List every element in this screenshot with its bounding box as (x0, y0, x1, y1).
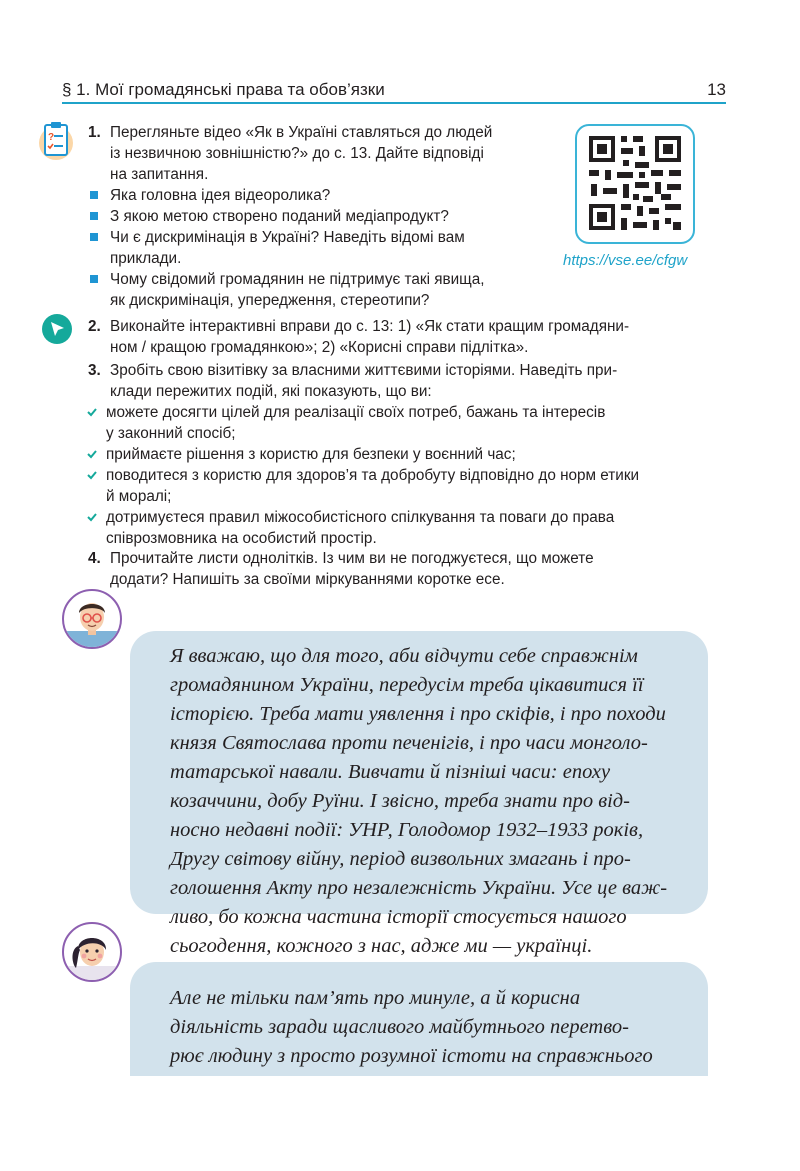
svg-text:?: ? (48, 132, 55, 143)
task-number: 3. (88, 362, 101, 379)
list-item: З якою метою створено поданий медіапродукт? (88, 206, 558, 227)
check-mark-icon (86, 448, 98, 460)
letter-line: ливо, бо кожна частина історії стосується нашого (170, 906, 627, 928)
qr-code-icon (577, 126, 693, 242)
page-number: 13 (707, 80, 726, 99)
square-bullet (90, 233, 98, 241)
task-1-questions (88, 185, 558, 311)
task-line: на запитання. (110, 166, 209, 183)
list-item: Чому свідомий громадянин не підтримує такі явища, як дискримінація, упередження, стереотипи? (88, 269, 558, 311)
boy-with-glasses-avatar (62, 589, 122, 649)
letter-line: носно недавні події: УНР, Голодомор 1932–1933 років, (170, 819, 644, 841)
letter-line: сьогодення, кожного з нас, адже ми — українці. (170, 935, 593, 957)
task-number: 2. (88, 318, 101, 335)
interactive-cursor-icon (42, 314, 72, 349)
list-item: приймаєте рішення з користю для безпеки у воєнний час; (86, 444, 710, 465)
check-mark-icon (86, 511, 98, 523)
list-item: Чи є дискримінація в Україні? Наведіть відомі вам приклади. (88, 227, 558, 269)
letter-line: Другу світову війну, період визвольних змагань і про- (170, 848, 631, 870)
task-3-checklist (86, 402, 710, 549)
task-number: 1. (88, 124, 101, 141)
task-line: Перегляньте відео «Як в Україні ставляться до людей (110, 124, 493, 141)
task-line: із незвичною зовнішністю?» до с. 13. Дайте відповіді (110, 145, 484, 162)
letter-line: князя Святослава проти печенігів, і про часи монголо- (170, 732, 648, 754)
checklist-question-icon (39, 121, 73, 166)
list-item: можете досягти цілей для реалізації своїх потреб, бажань та інтересів у законний спосіб; (86, 402, 710, 444)
check-mark-icon (86, 406, 98, 418)
qr-link[interactable]: https://vse.ee/cfgw (563, 252, 688, 269)
letter-line: рює людину з просто розумної істоти на справжнього (170, 1045, 653, 1067)
letter-line: Я вважаю, що для того, аби відчути себе справжнім (170, 645, 638, 667)
letter-line: голошення Акту про незалежність України. Усе це важ- (170, 877, 668, 899)
square-bullet (90, 212, 98, 220)
letter-line: козаччини, добу Руїни. І звісно, треба знати про від- (170, 790, 630, 812)
letter-bubble-1 (130, 631, 708, 957)
letter-line: громадянином України, передусім треба цікавитися її (170, 674, 644, 696)
task-line: Зробіть свою візитівку за власними життєвими історіями. Наведіть при- (110, 362, 618, 379)
task-line: додати? Напишіть за своїми міркуваннями коротке есе. (110, 571, 505, 588)
letter-line: історією. Треба мати уявлення і про скіфів, і про походи (170, 703, 666, 725)
task-4 (88, 548, 712, 590)
list-item: Яка головна ідея відеоролика? (88, 185, 558, 206)
task-3 (88, 360, 712, 402)
list-item: дотримуєтеся правил міжособистісного спілкування та поваги до права співрозмовника на особистий простір. (86, 507, 710, 549)
section-title: § 1. Мої громадянські права та обов’язки (62, 80, 385, 99)
task-2 (88, 316, 712, 358)
task-line: ном / кращою громадянкою»; 2) «Корисні справи підлітка». (110, 339, 529, 356)
letter-line: татарської навали. Вивчати й пізніші часи: епоху (170, 761, 611, 783)
task-line: Прочитайте листи однолітків. Із чим ви не погоджуєтеся, що можете (110, 550, 594, 567)
list-item: поводитеся з користю для здоров’я та добробуту відповідно до норм етики й моралі; (86, 465, 710, 507)
check-mark-icon (86, 469, 98, 481)
qr-code[interactable] (575, 124, 695, 244)
task-number: 4. (88, 550, 101, 567)
letter-line: діяльність заради щасливого майбутнього перетво- (170, 1016, 629, 1038)
task-line: клади пережитих подій, які показують, що ви: (110, 383, 432, 400)
square-bullet (90, 191, 98, 199)
page-bottom-margin (120, 1076, 720, 1171)
girl-with-ponytail-avatar (62, 922, 122, 982)
header-divider (62, 102, 726, 104)
task-line: Виконайте інтерактивні вправи до с. 13: 1) «Як стати кращим громадяни- (110, 318, 630, 335)
letter-line: Але не тільки пам’ять про минуле, а й корисна (170, 987, 581, 1009)
task-1 (88, 122, 558, 185)
square-bullet (90, 275, 98, 283)
